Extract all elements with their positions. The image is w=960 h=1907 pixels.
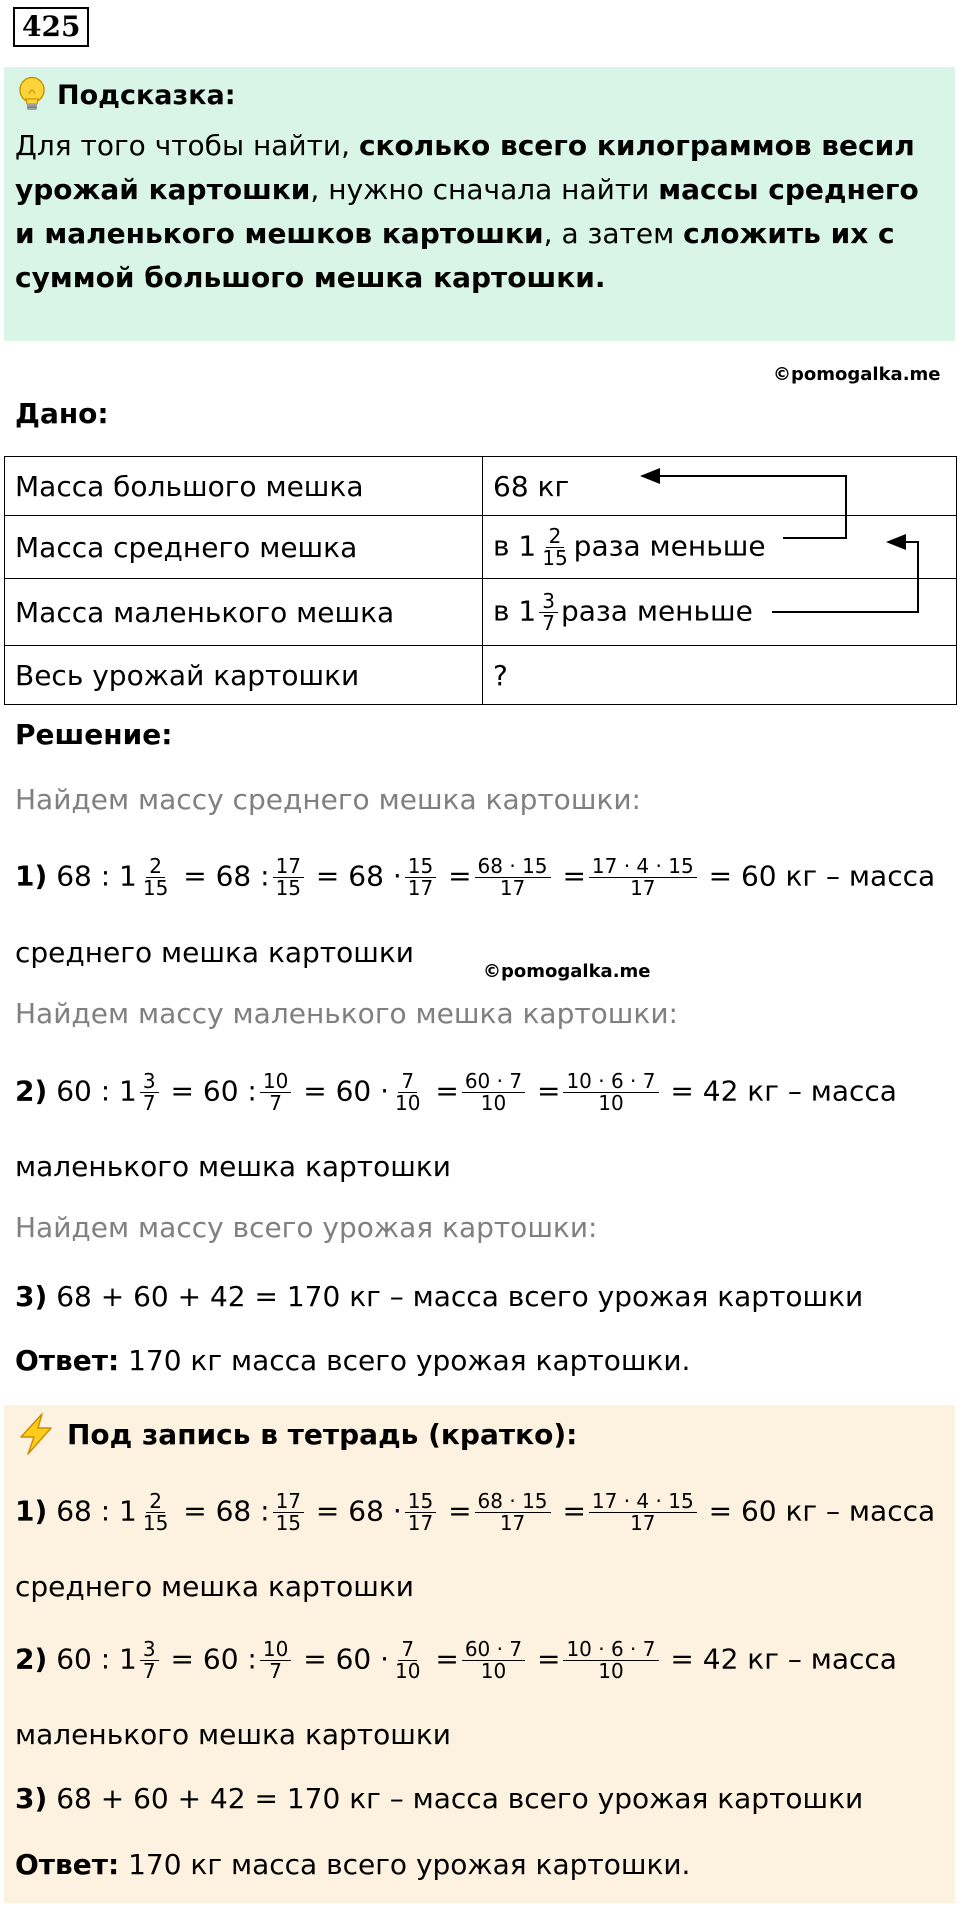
fraction-denominator: 10: [395, 1091, 421, 1115]
answer-text: 170 кг масса всего урожая картошки.: [128, 1848, 691, 1881]
value-suffix: раза меньше: [560, 594, 753, 627]
fraction-numerator: 15: [405, 856, 436, 878]
table-cell-label: Масса среднего мешка: [5, 516, 483, 579]
expr: 60 : 1: [56, 1074, 137, 1108]
expr: =: [448, 1494, 472, 1528]
fraction: [392, 1071, 423, 1114]
fraction: [273, 1491, 304, 1534]
step-number: 2): [15, 1074, 48, 1108]
fraction-denominator: 7: [142, 1091, 156, 1115]
answer: [15, 1341, 690, 1381]
fraction-denominator: 15: [542, 545, 568, 570]
notebook-step2-equation: [15, 1639, 897, 1682]
fraction: [462, 1639, 525, 1682]
expr: =: [536, 1074, 561, 1108]
expr: =: [448, 859, 472, 893]
fraction-denominator: 7: [269, 1091, 282, 1115]
notebook-step3-equation: [15, 1779, 863, 1819]
fraction-denominator: 7: [142, 1659, 156, 1683]
hint-text-part: , а затем: [543, 217, 684, 250]
expr: = 60 :: [170, 1074, 257, 1108]
fraction: [260, 1071, 291, 1114]
fraction: [475, 1491, 551, 1534]
expr: = 42 кг – масса: [670, 1642, 897, 1676]
fraction: [140, 1071, 159, 1114]
fraction-numerator: 3: [539, 591, 558, 613]
fraction-numerator: 68 · 15: [475, 1491, 551, 1513]
fraction: [589, 856, 697, 899]
fraction: [475, 856, 551, 899]
fraction-denominator: 10: [598, 1091, 624, 1115]
fraction-numerator: 7: [398, 1071, 417, 1093]
notebook-step1-continuation: среднего мешка картошки: [15, 1570, 414, 1603]
notebook-step2-continuation: маленького мешка картошки: [15, 1718, 451, 1751]
fraction: [140, 856, 171, 899]
step2-intro: Найдем массу маленького мешка картошки:: [15, 997, 678, 1030]
expr: = 60 ·: [303, 1642, 389, 1676]
step3-intro: Найдем массу всего урожая картошки:: [15, 1211, 598, 1244]
expr: 68 + 60 + 42 = 170 кг – масса всего урожая картошки: [56, 1782, 864, 1815]
fraction: [563, 1071, 658, 1114]
expr: 68 + 60 + 42 = 170 кг – масса всего урожая картошки: [56, 1280, 864, 1313]
notebook-answer: [15, 1845, 690, 1885]
expr: = 42 кг – масса: [670, 1074, 897, 1108]
step1-intro: Найдем массу среднего мешка картошки:: [15, 783, 641, 816]
expr: 68 : 1: [56, 1494, 137, 1528]
notebook-title: Под запись в тетрадь (кратко):: [67, 1417, 578, 1451]
fraction-denominator: 17: [407, 876, 434, 900]
table-cell-value: 68 кг: [483, 457, 957, 516]
expr: = 68 ·: [315, 1494, 402, 1528]
solution-heading: Решение:: [15, 718, 173, 751]
step-number: 3): [15, 1280, 48, 1313]
fraction-denominator: 17: [407, 1511, 434, 1535]
fraction-denominator: 15: [275, 876, 302, 900]
step1-equation: [15, 856, 935, 899]
table-cell-value: ?: [483, 646, 957, 705]
table-cell-label: Весь урожай картошки: [5, 646, 483, 705]
step1-continuation: среднего мешка картошки: [15, 936, 414, 969]
fraction-numerator: 68 · 15: [475, 856, 551, 878]
comparison-arrows: [0, 0, 960, 700]
expr: = 68 :: [183, 859, 270, 893]
fraction-numerator: 2: [546, 526, 565, 548]
fraction-denominator: 15: [142, 1511, 169, 1535]
fraction-denominator: 10: [395, 1659, 421, 1683]
hint-text-bold: сложить их с суммой большого мешка картошки.: [15, 217, 895, 294]
problem-number: 425: [13, 7, 89, 47]
lightning-icon: [15, 1412, 57, 1456]
expr: = 60 кг – масса: [708, 859, 936, 893]
expr: = 60 кг – масса: [708, 1494, 936, 1528]
step-number: 1): [15, 859, 48, 893]
expr: =: [435, 1074, 459, 1108]
fraction-denominator: 15: [142, 876, 169, 900]
step-number: 2): [15, 1642, 48, 1676]
fraction-denominator: 17: [499, 876, 526, 900]
fraction-numerator: 7: [398, 1639, 417, 1661]
step3-equation: [15, 1277, 863, 1317]
fraction: [462, 1071, 525, 1114]
notebook-title-row: [15, 1412, 577, 1456]
fraction-numerator: 10 · 6 · 7: [563, 1071, 658, 1093]
fraction-numerator: 3: [140, 1639, 159, 1661]
expr: 68 : 1: [56, 859, 137, 893]
value-suffix: раза меньше: [573, 529, 766, 562]
fraction-numerator: 17 · 4 · 15: [589, 856, 697, 878]
step2-continuation: маленького мешка картошки: [15, 1150, 451, 1183]
hint-text-bold: массы среднего и маленького мешков картошки: [15, 173, 919, 250]
arrow-small-to-medium: [772, 542, 918, 612]
fraction-denominator: 17: [630, 876, 656, 900]
expr: =: [536, 1642, 561, 1676]
watermark: ©pomogalka.me: [773, 364, 941, 385]
given-heading: Дано:: [15, 397, 109, 430]
fraction-numerator: 2: [146, 856, 165, 878]
answer-text: 170 кг масса всего урожая картошки.: [128, 1344, 691, 1377]
fraction-numerator: 17: [273, 1491, 304, 1513]
fraction-denominator: 7: [542, 610, 555, 635]
hint-text-part: Для того чтобы найти,: [15, 129, 359, 162]
step-number: 1): [15, 1494, 48, 1528]
expr: =: [562, 1494, 586, 1528]
fraction: [563, 1639, 658, 1682]
fraction-denominator: 17: [630, 1511, 656, 1535]
fraction-numerator: 3: [140, 1071, 159, 1093]
expr: = 68 ·: [315, 859, 402, 893]
fraction: [405, 1491, 436, 1534]
fraction: [392, 1639, 423, 1682]
notebook-step1-equation: [15, 1491, 935, 1534]
hint-title: Подсказка:: [57, 79, 236, 111]
expr: = 60 :: [170, 1642, 257, 1676]
watermark: ©pomogalka.me: [483, 961, 651, 982]
fraction-denominator: 10: [598, 1659, 624, 1683]
value-prefix: в 1: [493, 594, 537, 627]
fraction: [273, 856, 304, 899]
expr: =: [435, 1642, 459, 1676]
table-cell-label: Масса маленького мешка: [5, 579, 483, 646]
fraction-numerator: 2: [146, 1491, 165, 1513]
expr: 60 : 1: [56, 1642, 137, 1676]
step2-equation: [15, 1071, 897, 1114]
fraction-numerator: 10: [260, 1639, 291, 1661]
fraction-numerator: 10 · 6 · 7: [563, 1639, 658, 1661]
fraction-denominator: 7: [269, 1659, 282, 1683]
fraction: [140, 1639, 159, 1682]
fraction-numerator: 10: [260, 1071, 291, 1093]
value-prefix: в 1: [493, 529, 537, 562]
expr: = 68 :: [183, 1494, 270, 1528]
fraction: [260, 1639, 291, 1682]
fraction-numerator: 60 · 7: [462, 1639, 525, 1661]
hint-text-bold: сколько всего килограммов весил урожай картошки: [15, 129, 915, 206]
fraction: [140, 1491, 171, 1534]
fraction-numerator: 17: [273, 856, 304, 878]
fraction-numerator: 15: [405, 1491, 436, 1513]
answer-label: Ответ:: [15, 1848, 120, 1881]
fraction-denominator: 10: [480, 1659, 507, 1683]
expr: = 60 ·: [303, 1074, 389, 1108]
step-number: 3): [15, 1782, 48, 1815]
expr: =: [562, 859, 586, 893]
fraction-numerator: 60 · 7: [462, 1071, 525, 1093]
fraction: [405, 856, 436, 899]
fraction-denominator: 10: [480, 1091, 507, 1115]
answer-label: Ответ:: [15, 1344, 120, 1377]
arrow-medium-to-large: [642, 476, 846, 538]
fraction-denominator: 15: [275, 1511, 302, 1535]
fraction-denominator: 17: [499, 1511, 526, 1535]
hint-text-part: , нужно сначала найти: [310, 173, 659, 206]
fraction: [589, 1491, 697, 1534]
table-cell-label: Масса большого мешка: [5, 457, 483, 516]
fraction-numerator: 17 · 4 · 15: [589, 1491, 697, 1513]
